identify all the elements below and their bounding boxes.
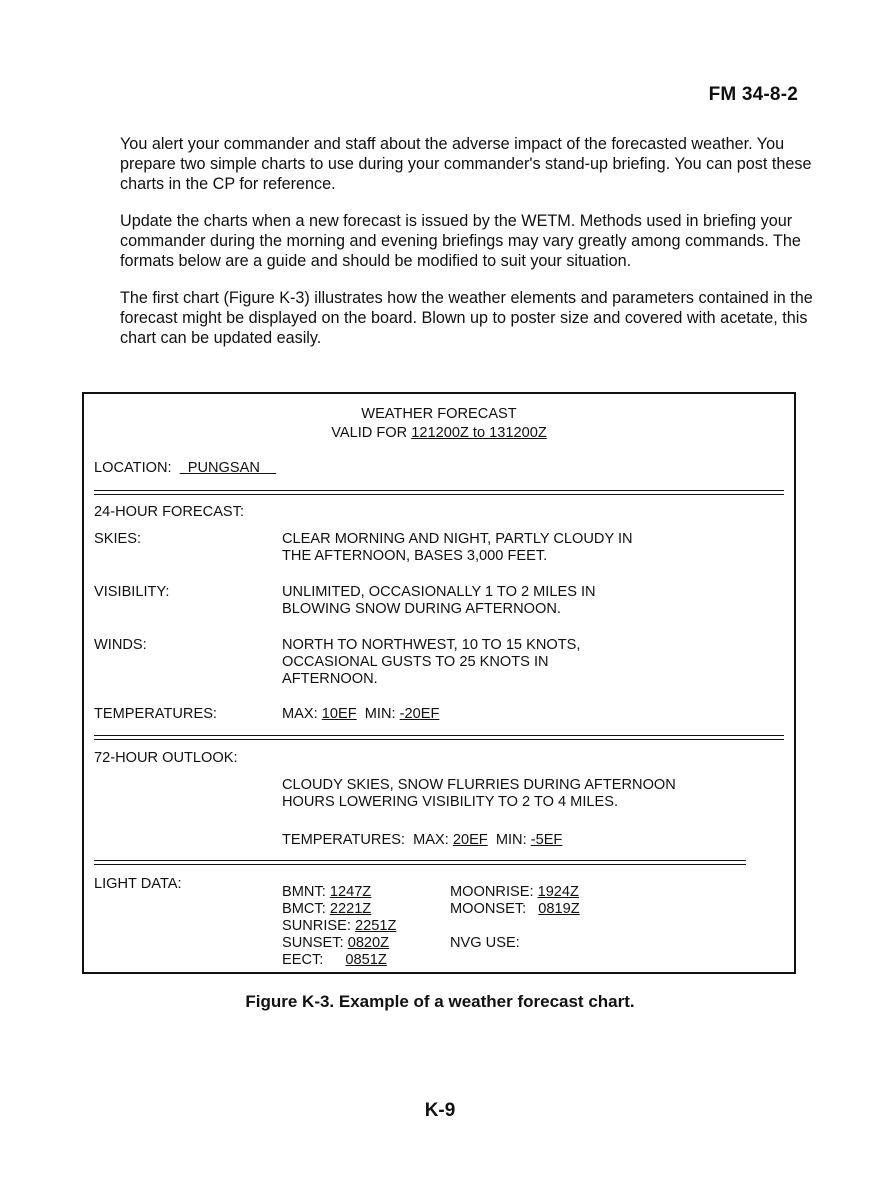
- skies-line-2: THE AFTERNOON, BASES 3,000 FEET.: [282, 548, 548, 564]
- bmnt-value: 1247Z: [329, 884, 372, 900]
- paragraph-1: You alert your commander and staff about the adverse impact of the forecasted weather. You prepare two simple charts to use during your commander's stand-up briefing. You can post these charts in the CP for reference.: [120, 135, 812, 193]
- weather-forecast-chart: [82, 392, 796, 974]
- bmct-value: 2221Z: [329, 901, 372, 917]
- sunset-value: 0820Z: [347, 935, 390, 951]
- document-id: FM 34-8-2: [708, 84, 798, 105]
- section-divider: [94, 490, 784, 495]
- bmct-label: BMCT:: [282, 901, 326, 917]
- page-number: K-9: [424, 1100, 456, 1121]
- moonset-row: [450, 901, 580, 919]
- max-label: MAX:: [413, 832, 449, 848]
- winds-label: WINDS:: [94, 637, 147, 653]
- h24-temperatures: [282, 706, 439, 724]
- moonrise-label: MOONRISE:: [450, 884, 534, 900]
- valid-prefix: VALID FOR: [331, 425, 408, 441]
- bmct-row: [282, 901, 371, 919]
- sunset-row: [282, 935, 389, 953]
- visibility-line-1: UNLIMITED, OCCASIONALLY 1 TO 2 MILES IN: [282, 584, 596, 600]
- visibility-line-2: BLOWING SNOW DURING AFTERNOON.: [282, 601, 561, 617]
- moonrise-row: [450, 884, 579, 902]
- max-value: 10EF: [321, 706, 357, 722]
- winds-line-3: AFTERNOON.: [282, 671, 378, 687]
- bmnt-label: BMNT:: [282, 884, 326, 900]
- temperatures-label: TEMPERATURES:: [94, 706, 217, 722]
- h24-heading: 24-HOUR FORECAST:: [94, 504, 245, 520]
- valid-range: 121200Z to 131200Z: [411, 425, 547, 441]
- paragraph-3: The first chart (Figure K-3) illustrates how the weather elements and parameters contained in the forecast might be displayed on the board. Blown up to poster size and covered with acetate, this chart can be updated easily.: [120, 289, 813, 347]
- light-data-heading: LIGHT DATA:: [94, 876, 182, 892]
- moonset-label: MOONSET:: [450, 901, 527, 917]
- sunrise-value: 2251Z: [355, 918, 397, 934]
- sunset-label: SUNSET:: [282, 935, 344, 951]
- section-divider: [94, 860, 746, 865]
- h72-temperatures: [282, 832, 562, 850]
- section-divider: [94, 735, 784, 740]
- figure-caption: Figure K-3. Example of a weather forecast chart.: [245, 992, 635, 1011]
- min-value: -20EF: [399, 706, 440, 722]
- nvg-use-label: NVG USE:: [450, 935, 520, 951]
- winds-line-1: NORTH TO NORTHWEST, 10 TO 15 KNOTS,: [282, 637, 581, 653]
- location-value: PUNGSAN: [187, 460, 260, 476]
- paragraph-2: Update the charts when a new forecast is issued by the WETM. Methods used in briefing your commander during the morning and evening briefings may vary greatly among commands. The formats below are a guide and should be modified to suit your situation.: [120, 212, 801, 270]
- h72-line-2: HOURS LOWERING VISIBILITY TO 2 TO 4 MILES.: [282, 794, 619, 810]
- visibility-label: VISIBILITY:: [94, 584, 170, 600]
- moonset-value: 0819Z: [538, 901, 580, 917]
- min-label: MIN:: [495, 832, 527, 848]
- h72-line-1: CLOUDY SKIES, SNOW FLURRIES DURING AFTERNOON: [282, 777, 676, 793]
- temperatures-label: TEMPERATURES:: [282, 832, 405, 848]
- eect-value: 0851Z: [345, 952, 387, 968]
- eect-label: EECT:: [282, 952, 324, 968]
- skies-line-1: CLEAR MORNING AND NIGHT, PARTLY CLOUDY IN: [282, 531, 633, 547]
- forecast-title: WEATHER FORECAST: [361, 406, 517, 422]
- body-text: [120, 134, 820, 365]
- max-label: MAX:: [282, 706, 318, 722]
- moonrise-value: 1924Z: [537, 884, 579, 900]
- max-value: 20EF: [452, 832, 488, 848]
- winds-line-2: OCCASIONAL GUSTS TO 25 KNOTS IN: [282, 654, 549, 670]
- skies-label: SKIES:: [94, 531, 142, 547]
- location-label: LOCATION:: [94, 460, 172, 476]
- location-row: [94, 460, 276, 478]
- forecast-valid-line: [84, 425, 794, 443]
- sunrise-label: SUNRISE:: [282, 918, 351, 934]
- eect-row: [282, 952, 387, 970]
- min-value: -5EF: [530, 832, 563, 848]
- bmnt-row: [282, 884, 371, 902]
- h72-heading: 72-HOUR OUTLOOK:: [94, 750, 238, 766]
- min-label: MIN:: [364, 706, 396, 722]
- sunrise-row: [282, 918, 396, 936]
